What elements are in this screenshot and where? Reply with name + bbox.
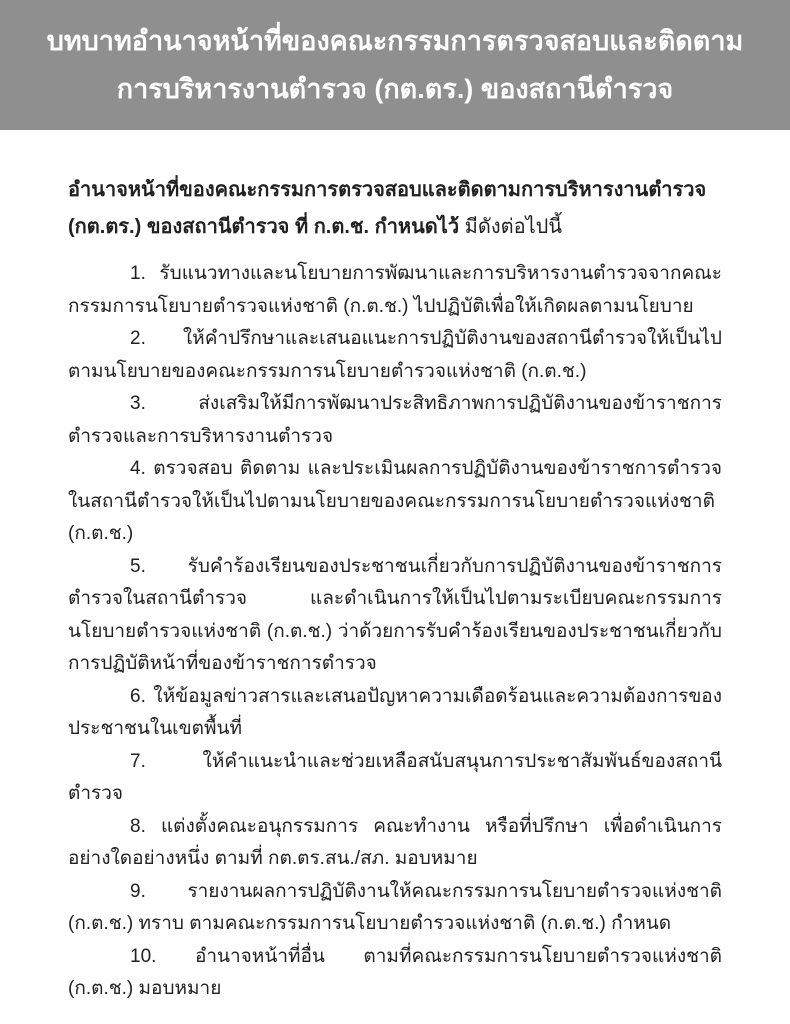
item-number: 9. bbox=[130, 880, 146, 902]
list-item-8 bbox=[68, 811, 722, 876]
item-text: อำนาจหน้าที่อื่น ตามที่คณะกรรมการนโยบายตำรวจแห่งชาติ (ก.ต.ช.) มอบหมาย bbox=[68, 945, 722, 999]
list-item-7 bbox=[68, 746, 722, 811]
item-text: ให้คำแนะนำและช่วยเหลือสนับสนุนการประชาสัมพันธ์ของสถานีตำรวจ bbox=[68, 750, 722, 804]
section-heading bbox=[68, 172, 722, 246]
list-item-4 bbox=[68, 453, 722, 551]
item-number: 6. bbox=[130, 685, 146, 707]
item-number: 2. bbox=[130, 328, 146, 349]
item-text: รายงานผลการปฏิบัติงานให้คณะกรรมการนโยบายตำรวจแห่งชาติ (ก.ต.ช.) ทราบ ตามคณะกรรมการนโยบายตำรวจแห่งชาติ (ก.ต.ช.) กำหนด bbox=[68, 880, 722, 934]
item-text: ให้ข้อมูลข่าวสารและเสนอปัญหาความเดือดร้อนและความต้องการของประชาชนในเขตพื้นที่ bbox=[68, 685, 722, 739]
item-number: 8. bbox=[130, 815, 146, 837]
document-body bbox=[0, 130, 790, 1006]
item-text: ส่งเสริมให้มีการพัฒนาประสิทธิภาพการปฏิบัติงานของข้าราชการตำรวจและการบริหารงานตำรวจ bbox=[68, 393, 722, 447]
item-text: ตรวจสอบ ติดตาม และประเมินผลการปฏิบัติงานของข้าราชการตำรวจในสถานีตำรวจให้เป็นไปตามนโยบายของคณะกรรมการนโยบายตำรวจแห่งชาติ (ก.ต.ช.) bbox=[68, 458, 723, 544]
item-number: 10. bbox=[130, 945, 157, 967]
item-text: รับแนวทางและนโยบายการพัฒนาและการบริหารงานตำรวจจากคณะกรรมการนโยบายตำรวจแห่งชาติ (ก.ต.ช.) ไปปฏิบัติเพื่อให้เกิดผลตามนโยบาย bbox=[68, 263, 722, 317]
item-number: 7. bbox=[130, 750, 146, 772]
item-text: รับคำร้องเรียนของประชาชนเกี่ยวกับการปฏิบัติงานของข้าราชการตำรวจในสถานีตำรวจ และดำเนินการให้เป็นไปตามระเบียบคณะกรรมการนโยบายตำรวจแห่งชาติ (ก.ต.ช.) ว่าด้วยการรับคำร้องเรียนของประชาชนเกี่ยวกับการปฏิบัติหน้าที่ของข้าราชการตำรวจ bbox=[68, 555, 722, 674]
list-item-6 bbox=[68, 681, 722, 746]
item-number: 5. bbox=[130, 555, 146, 577]
list-item-5 bbox=[68, 551, 722, 681]
item-number: 3. bbox=[130, 393, 146, 414]
title-banner bbox=[0, 0, 790, 130]
section-heading-suffix: มีดังต่อไปนี้ bbox=[464, 216, 563, 238]
section-heading-bold: อำนาจหน้าที่ของคณะกรรมการตรวจสอบและติดตามการบริหารงานตำรวจ (กต.ตร.) ของสถานีตำรวจ ที่ ก.ต.ช. กำหนดไว้ bbox=[68, 179, 707, 238]
item-text: แต่งตั้งคณะอนุกรรมการ คณะทำงาน หรือที่ปรึกษา เพื่อดำเนินการอย่างใดอย่างหนึ่ง ตามที่ กต.ตร.สน./สภ. มอบหมาย bbox=[68, 815, 722, 869]
list-item-1 bbox=[68, 258, 722, 323]
list-item-10 bbox=[68, 941, 722, 1006]
list-item-2 bbox=[68, 323, 722, 388]
item-number: 4. bbox=[130, 458, 146, 479]
item-text: ให้คำปรึกษาและเสนอแนะการปฏิบัติงานของสถานีตำรวจให้เป็นไปตามนโยบายของคณะกรรมการนโยบายตำรวจแห่งชาติ (ก.ต.ช.) bbox=[68, 328, 722, 382]
list-item-3 bbox=[68, 388, 722, 453]
document-title-line1: บทบาทอำนาจหน้าที่ของคณะกรรมการตรวจสอบและติดตาม bbox=[46, 26, 744, 56]
list-item-9 bbox=[68, 876, 722, 941]
item-number: 1. bbox=[130, 263, 146, 284]
document-title-line2: การบริหารงานตำรวจ (กต.ตร.) ของสถานีตำรวจ bbox=[116, 74, 674, 104]
